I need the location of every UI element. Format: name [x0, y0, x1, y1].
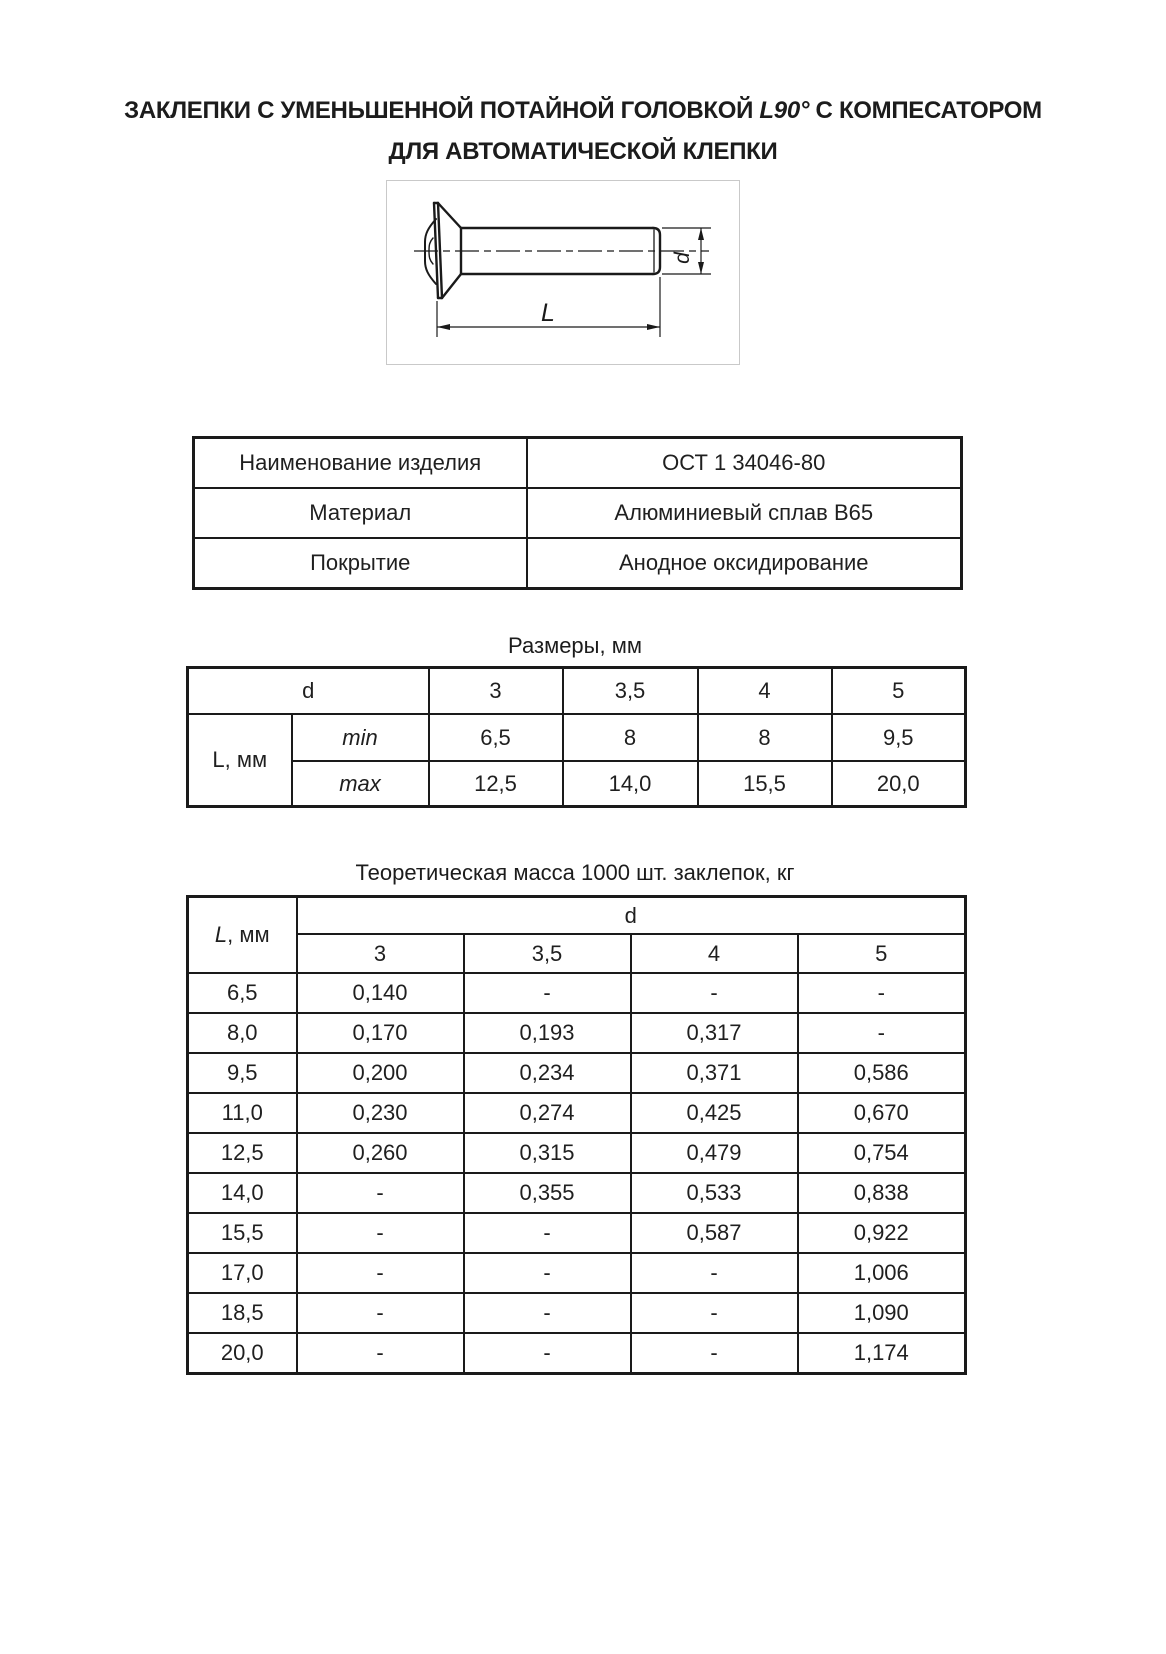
max-value-cell: 20,0: [832, 761, 966, 807]
table-row: [188, 1053, 966, 1093]
info-value-cell: Алюминиевый сплав В65: [527, 488, 962, 538]
mass-value-cell: -: [464, 1253, 631, 1293]
mass-table: [186, 895, 967, 1375]
min-value-cell: 9,5: [832, 714, 966, 761]
mass-value-cell: -: [631, 1293, 798, 1333]
mass-value-cell: 0,586: [798, 1053, 966, 1093]
table-row: [188, 1013, 966, 1053]
l-value-cell: 20,0: [188, 1333, 297, 1374]
mass-value-cell: 0,193: [464, 1013, 631, 1053]
title-l90-italic: L90°: [759, 97, 810, 124]
table-row: [188, 1293, 966, 1333]
mass-value-cell: 0,200: [297, 1053, 464, 1093]
table-row: [188, 714, 966, 761]
table-row: [188, 1133, 966, 1173]
table-row: [188, 668, 966, 715]
max-label-cell: max: [292, 761, 429, 807]
mass-value-cell: -: [631, 1253, 798, 1293]
table-row: [188, 1213, 966, 1253]
l-value-cell: 15,5: [188, 1213, 297, 1253]
mass-value-cell: -: [798, 973, 966, 1013]
mass-value-cell: 1,006: [798, 1253, 966, 1293]
d-value-header: 3,5: [464, 934, 631, 973]
table-row: [188, 761, 966, 807]
table-row: [188, 934, 966, 973]
mass-value-cell: 0,234: [464, 1053, 631, 1093]
mass-value-cell: 0,315: [464, 1133, 631, 1173]
l-value-cell: 12,5: [188, 1133, 297, 1173]
mass-value-cell: 0,754: [798, 1133, 966, 1173]
mass-value-cell: 1,174: [798, 1333, 966, 1374]
title-text: ЗАКЛЕПКИ С УМЕНЬШЕННОЙ ПОТАЙНОЙ ГОЛОВКОЙ: [124, 97, 760, 124]
min-label-cell: min: [292, 714, 429, 761]
table-row: [188, 973, 966, 1013]
info-value-cell: ОСТ 1 34046-80: [527, 438, 962, 489]
mass-value-cell: -: [297, 1333, 464, 1374]
max-value-cell: 15,5: [698, 761, 832, 807]
title-line-2: ДЛЯ АВТОМАТИЧЕСКОЙ КЛЕПКИ: [388, 138, 778, 165]
mass-value-cell: -: [464, 973, 631, 1013]
min-value-cell: 8: [563, 714, 698, 761]
table-row: [194, 488, 962, 538]
mass-value-cell: 0,838: [798, 1173, 966, 1213]
info-table: [192, 436, 963, 590]
info-value-cell: Анодное оксидирование: [527, 538, 962, 589]
mass-value-cell: 0,317: [631, 1013, 798, 1053]
mass-value-cell: 0,533: [631, 1173, 798, 1213]
mass-value-cell: -: [631, 973, 798, 1013]
dimensions-section-title: Размеры, мм: [508, 633, 642, 658]
table-row: [194, 538, 962, 589]
table-row: [188, 1173, 966, 1213]
L-dimension-label: L: [541, 299, 555, 327]
title-line-1: [0, 90, 1166, 131]
d-value-header: 5: [798, 934, 966, 973]
table-row: [194, 438, 962, 489]
mass-value-cell: 0,922: [798, 1213, 966, 1253]
mass-value-cell: 0,170: [297, 1013, 464, 1053]
min-value-cell: 6,5: [429, 714, 563, 761]
mass-value-cell: -: [297, 1173, 464, 1213]
d-header-cell: d: [188, 668, 429, 715]
mass-value-cell: 0,371: [631, 1053, 798, 1093]
mass-value-cell: -: [464, 1293, 631, 1333]
d-value-header: 4: [698, 668, 832, 715]
l-value-cell: 18,5: [188, 1293, 297, 1333]
d-value-header: 3,5: [563, 668, 698, 715]
mass-value-cell: 0,274: [464, 1093, 631, 1133]
mass-value-cell: 0,587: [631, 1213, 798, 1253]
mass-value-cell: 0,479: [631, 1133, 798, 1173]
title-text-post: С КОМПЕСАТОРОМ: [809, 97, 1042, 124]
document-title: [0, 90, 1166, 172]
d-value-header: 5: [832, 668, 966, 715]
l-value-cell: 11,0: [188, 1093, 297, 1133]
l-italic: L: [214, 922, 228, 947]
d-dimension-label: d: [671, 252, 694, 264]
mass-value-cell: -: [464, 1333, 631, 1374]
mass-value-cell: 1,090: [798, 1293, 966, 1333]
table-row: [188, 1093, 966, 1133]
mass-value-cell: -: [631, 1333, 798, 1374]
mass-value-cell: -: [798, 1013, 966, 1053]
info-label-cell: Материал: [194, 488, 527, 538]
dimensions-table: [186, 666, 967, 808]
d-header-cell: d: [297, 897, 966, 935]
l-units: , мм: [227, 922, 270, 947]
mass-value-cell: 0,355: [464, 1173, 631, 1213]
rivet-drawing: [387, 181, 739, 364]
mass-value-cell: 0,260: [297, 1133, 464, 1173]
l-value-cell: 6,5: [188, 973, 297, 1013]
mass-value-cell: 0,140: [297, 973, 464, 1013]
l-value-cell: 14,0: [188, 1173, 297, 1213]
d-value-header: 3: [297, 934, 464, 973]
mass-value-cell: -: [297, 1293, 464, 1333]
max-value-cell: 14,0: [563, 761, 698, 807]
mass-value-cell: -: [297, 1253, 464, 1293]
min-value-cell: 8: [698, 714, 832, 761]
mass-value-cell: 0,425: [631, 1093, 798, 1133]
l-value-cell: 9,5: [188, 1053, 297, 1093]
table-row: [188, 1333, 966, 1374]
rivet-drawing-frame: [386, 180, 740, 365]
max-value-cell: 12,5: [429, 761, 563, 807]
info-label-cell: Наименование изделия: [194, 438, 527, 489]
mass-value-cell: -: [297, 1213, 464, 1253]
table-row: [188, 1253, 966, 1293]
d-value-header: 4: [631, 934, 798, 973]
d-value-header: 3: [429, 668, 563, 715]
l-header-cell: [188, 897, 297, 974]
mass-section-title: Теоретическая масса 1000 шт. заклепок, кг: [355, 860, 795, 885]
l-value-cell: 17,0: [188, 1253, 297, 1293]
mass-value-cell: 0,230: [297, 1093, 464, 1133]
mass-value-cell: 0,670: [798, 1093, 966, 1133]
table-row: [188, 897, 966, 935]
l-header-cell: L, мм: [188, 714, 292, 807]
l-value-cell: 8,0: [188, 1013, 297, 1053]
info-label-cell: Покрытие: [194, 538, 527, 589]
mass-value-cell: -: [464, 1213, 631, 1253]
